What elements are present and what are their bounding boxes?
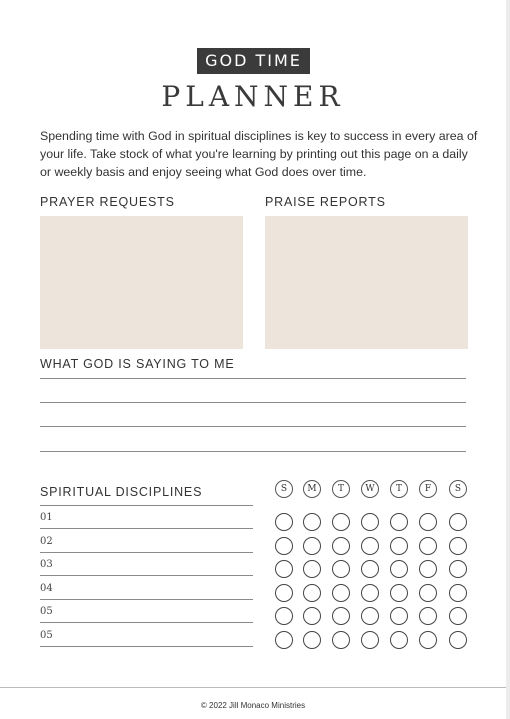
- praise-reports-box[interactable]: [265, 216, 468, 349]
- day-check-circle[interactable]: [361, 560, 379, 578]
- day-check-circle[interactable]: [303, 607, 321, 625]
- day-check-circle[interactable]: [332, 560, 350, 578]
- day-label: T: [332, 480, 350, 498]
- discipline-entry-line[interactable]: [40, 599, 253, 600]
- writing-line[interactable]: [40, 451, 466, 452]
- day-label: M: [303, 480, 321, 498]
- day-check-circle[interactable]: [303, 560, 321, 578]
- day-label: F: [419, 480, 437, 498]
- day-check-circle[interactable]: [449, 560, 467, 578]
- day-check-circle[interactable]: [361, 537, 379, 555]
- writing-line[interactable]: [40, 426, 466, 427]
- writing-line[interactable]: [40, 402, 466, 403]
- discipline-entry-line[interactable]: [40, 528, 253, 529]
- day-check-circle[interactable]: [332, 584, 350, 602]
- discipline-header-line: [40, 505, 253, 506]
- day-check-circle[interactable]: [332, 607, 350, 625]
- day-check-circle[interactable]: [419, 584, 437, 602]
- discipline-entry-line[interactable]: [40, 575, 253, 576]
- prayer-requests-label: PRAYER REQUESTS: [40, 195, 175, 209]
- discipline-row-number: 03: [40, 559, 53, 570]
- day-check-circle[interactable]: [361, 584, 379, 602]
- day-label: T: [390, 480, 408, 498]
- day-label: S: [449, 480, 467, 498]
- day-check-circle[interactable]: [419, 631, 437, 649]
- discipline-entry-line[interactable]: [40, 646, 253, 647]
- day-check-circle[interactable]: [303, 584, 321, 602]
- page-title: PLANNER: [161, 80, 345, 113]
- footer-copyright: © 2022 Jill Monaco Ministries: [200, 701, 306, 710]
- day-check-circle[interactable]: [419, 560, 437, 578]
- day-check-circle[interactable]: [419, 513, 437, 531]
- what-god-saying-label: WHAT GOD IS SAYING TO ME: [40, 357, 235, 371]
- day-check-circle[interactable]: [275, 631, 293, 649]
- discipline-row-number: 02: [40, 535, 53, 547]
- day-check-circle[interactable]: [419, 607, 437, 625]
- day-check-circle[interactable]: [449, 607, 467, 625]
- day-label: S: [275, 480, 293, 498]
- writing-line[interactable]: [40, 378, 466, 379]
- day-check-circle[interactable]: [275, 513, 293, 531]
- prayer-requests-box[interactable]: [40, 216, 243, 349]
- day-check-circle[interactable]: [390, 560, 408, 578]
- discipline-row-number: 01: [40, 512, 53, 523]
- day-check-circle[interactable]: [390, 584, 408, 602]
- footer-divider: [0, 687, 506, 688]
- spiritual-disciplines-label: SPIRITUAL DISCIPLINES: [40, 485, 203, 499]
- day-check-circle[interactable]: [449, 631, 467, 649]
- day-check-circle[interactable]: [361, 631, 379, 649]
- page-edge: [506, 0, 510, 719]
- day-check-circle[interactable]: [449, 584, 467, 602]
- discipline-row-number: 05: [40, 606, 53, 617]
- day-check-circle[interactable]: [449, 513, 467, 531]
- day-check-circle[interactable]: [332, 631, 350, 649]
- day-check-circle[interactable]: [275, 560, 293, 578]
- title-badge: GOD TIME: [197, 48, 310, 74]
- day-check-circle[interactable]: [449, 537, 467, 555]
- praise-reports-label: PRAISE REPORTS: [265, 195, 386, 209]
- day-check-circle[interactable]: [390, 537, 408, 555]
- intro-text: Spending time with God in spiritual disciplines is key to success in every area of your life. Take stock of what you're learning by printing out this page on a daily or weekly basis and enjoy seeing what God does over time.: [40, 129, 478, 179]
- day-check-circle[interactable]: [303, 537, 321, 555]
- day-check-circle[interactable]: [419, 537, 437, 555]
- day-label: W: [361, 480, 379, 498]
- day-check-circle[interactable]: [275, 537, 293, 555]
- day-check-circle[interactable]: [332, 513, 350, 531]
- discipline-entry-line[interactable]: [40, 622, 253, 623]
- day-check-circle[interactable]: [332, 537, 350, 555]
- day-check-circle[interactable]: [361, 607, 379, 625]
- day-check-circle[interactable]: [303, 631, 321, 649]
- day-check-circle[interactable]: [275, 584, 293, 602]
- discipline-row-number: 04: [40, 582, 53, 594]
- day-check-circle[interactable]: [390, 631, 408, 649]
- discipline-entry-line[interactable]: [40, 552, 253, 553]
- discipline-row-number: 05: [40, 629, 53, 641]
- day-check-circle[interactable]: [303, 513, 321, 531]
- day-check-circle[interactable]: [390, 607, 408, 625]
- day-check-circle[interactable]: [275, 607, 293, 625]
- day-check-circle[interactable]: [390, 513, 408, 531]
- day-check-circle[interactable]: [361, 513, 379, 531]
